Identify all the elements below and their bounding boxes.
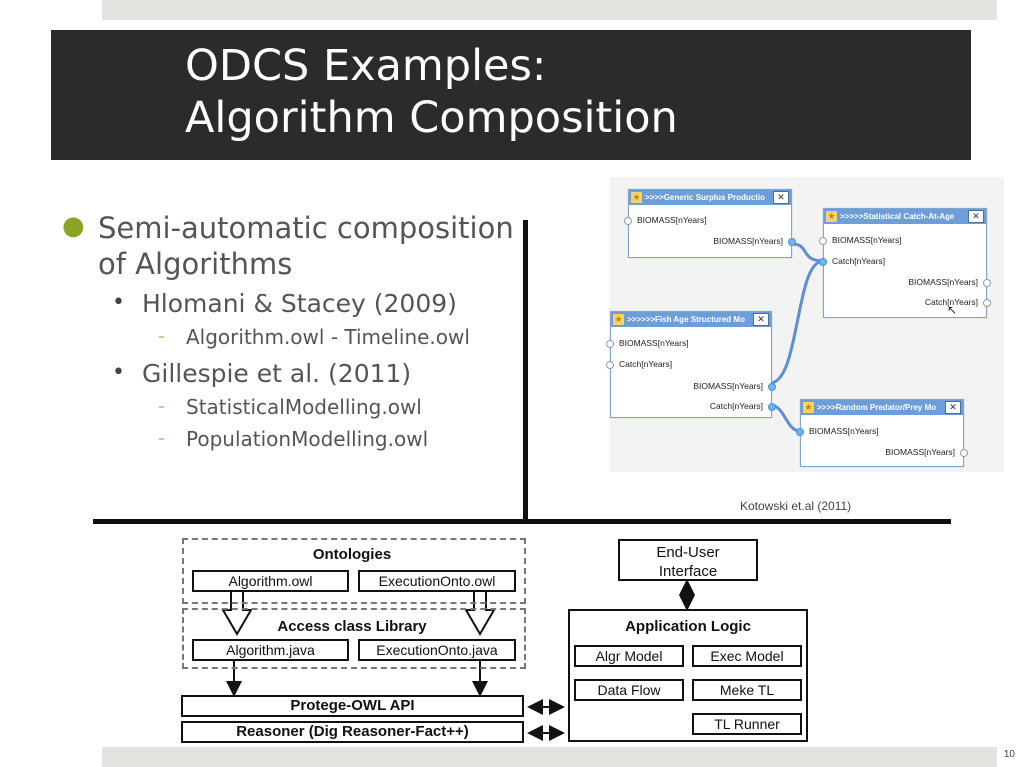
star-icon: ★	[804, 402, 813, 412]
bullet-dot-icon: •	[112, 360, 125, 385]
bullet-sub-2-text: Gillespie et al. (2011)	[142, 359, 412, 388]
ontologies-label: Ontologies	[312, 546, 392, 563]
output-port-label: Catch[nYears]	[709, 401, 763, 411]
close-icon[interactable]: ✕	[753, 313, 769, 326]
output-pin[interactable]	[960, 449, 968, 457]
bullet-sub-1-text: Hlomani & Stacey (2009)	[142, 289, 457, 318]
input-pin[interactable]	[819, 258, 827, 266]
execution-owl-box[interactable]: ExecutionOnto.owl	[358, 570, 516, 592]
node-title: >>>>Generic Surplus Productio	[629, 190, 791, 205]
access-library-label: Access class Library	[277, 618, 427, 635]
execution-java-box[interactable]: ExecutionOnto.java	[358, 639, 516, 661]
cursor-icon: ↖	[947, 303, 958, 317]
bullet-sub-2	[62, 358, 522, 390]
end-user-interface-box[interactable]	[618, 539, 758, 581]
bullet-list	[62, 210, 522, 454]
bullet-sub-1	[62, 288, 522, 320]
dash-icon: –	[158, 329, 165, 345]
input-pin[interactable]	[606, 340, 614, 348]
input-port-label: BIOMASS[nYears]	[619, 338, 689, 348]
output-port-label: BIOMASS[nYears]	[713, 236, 783, 246]
exec-model-box[interactable]: Exec Model	[692, 645, 802, 667]
output-pin[interactable]	[768, 383, 776, 391]
page-number: 10	[1003, 749, 1015, 760]
data-flow-box[interactable]: Data Flow	[574, 679, 684, 701]
node-fish-age-structured[interactable]	[610, 311, 772, 418]
algr-model-box[interactable]: Algr Model	[574, 645, 684, 667]
output-port-label: BIOMASS[nYears]	[885, 447, 955, 457]
input-pin[interactable]	[819, 237, 827, 245]
algorithm-java-box[interactable]: Algorithm.java	[192, 639, 349, 661]
dash-icon: –	[158, 399, 165, 415]
star-icon: ★	[632, 192, 641, 202]
close-icon[interactable]: ✕	[945, 401, 961, 414]
tl-runner-box[interactable]: TL Runner	[692, 713, 802, 735]
wire-surplus-to-catchage	[792, 244, 823, 261]
vertical-divider	[523, 220, 528, 520]
close-icon[interactable]: ✕	[773, 191, 789, 204]
output-port-label: Catch[nYears]	[924, 297, 978, 307]
end-user-line-2: Interface	[658, 563, 718, 580]
input-port-label: BIOMASS[nYears]	[809, 426, 879, 436]
node-statistical-catch-at-age[interactable]	[823, 208, 987, 318]
output-pin[interactable]	[788, 238, 796, 246]
reasoner-box[interactable]: Reasoner (Dig Reasoner-Fact++)	[181, 721, 524, 743]
node-title: >>>>>>Fish Age Structured Mo	[611, 312, 771, 327]
bullet-sub-2-item-2	[62, 424, 522, 454]
workflow-canvas	[610, 177, 1004, 472]
bullet-sub-2-item-2-text: PopulationModelling.owl	[186, 427, 429, 451]
bullet-dot-icon: •	[112, 290, 125, 315]
bullet-main-text: Semi-automatic composition of Algorithms	[98, 211, 514, 281]
output-port-label: BIOMASS[nYears]	[908, 277, 978, 287]
node-title: >>>>>Statistical Catch-At-Age	[824, 209, 986, 224]
close-icon[interactable]: ✕	[968, 210, 984, 223]
bullet-sub-1-item	[62, 322, 522, 352]
output-pin[interactable]	[983, 299, 991, 307]
input-port-label: BIOMASS[nYears]	[832, 235, 902, 245]
application-logic-label: Application Logic	[625, 618, 751, 635]
bottom-band	[102, 747, 997, 767]
node-generic-surplus[interactable]	[628, 189, 792, 258]
node-title: >>>>Random Predator/Prey Mo	[801, 400, 963, 415]
end-user-line-1: End-User	[656, 544, 720, 561]
top-band	[102, 0, 997, 20]
output-pin[interactable]	[768, 403, 776, 411]
input-port-label: Catch[nYears]	[619, 359, 673, 369]
title-line-1: ODCS Examples:	[185, 41, 547, 91]
node-random-predator-prey[interactable]	[800, 399, 964, 467]
bullet-dot-icon: ●	[62, 211, 85, 241]
figure-caption: Kotowski et.al (2011)	[740, 499, 852, 513]
star-icon: ★	[827, 211, 836, 221]
meke-tl-box[interactable]: Meke TL	[692, 679, 802, 701]
protege-api-box[interactable]: Protege-OWL API	[181, 695, 524, 717]
slide-title	[185, 40, 678, 144]
star-icon: ★	[614, 314, 623, 324]
input-port-label: Catch[nYears]	[832, 256, 886, 266]
architecture-diagram	[176, 530, 821, 747]
input-pin[interactable]	[796, 428, 804, 436]
horizontal-divider	[93, 519, 951, 524]
wire-fishage-to-catchage	[770, 261, 823, 383]
input-pin[interactable]	[624, 217, 632, 225]
bullet-main	[62, 210, 522, 282]
algorithm-owl-box[interactable]: Algorithm.owl	[192, 570, 349, 592]
dash-icon: –	[158, 431, 165, 447]
bullet-sub-1-item-text: Algorithm.owl - Timeline.owl	[186, 325, 470, 349]
output-pin[interactable]	[983, 279, 991, 287]
input-port-label: BIOMASS[nYears]	[637, 215, 707, 225]
bullet-sub-2-item-1	[62, 392, 522, 422]
bullet-sub-2-item-1-text: StatisticalModelling.owl	[186, 395, 422, 419]
title-line-2: Algorithm Composition	[185, 93, 678, 143]
input-pin[interactable]	[606, 361, 614, 369]
output-port-label: BIOMASS[nYears]	[693, 381, 763, 391]
